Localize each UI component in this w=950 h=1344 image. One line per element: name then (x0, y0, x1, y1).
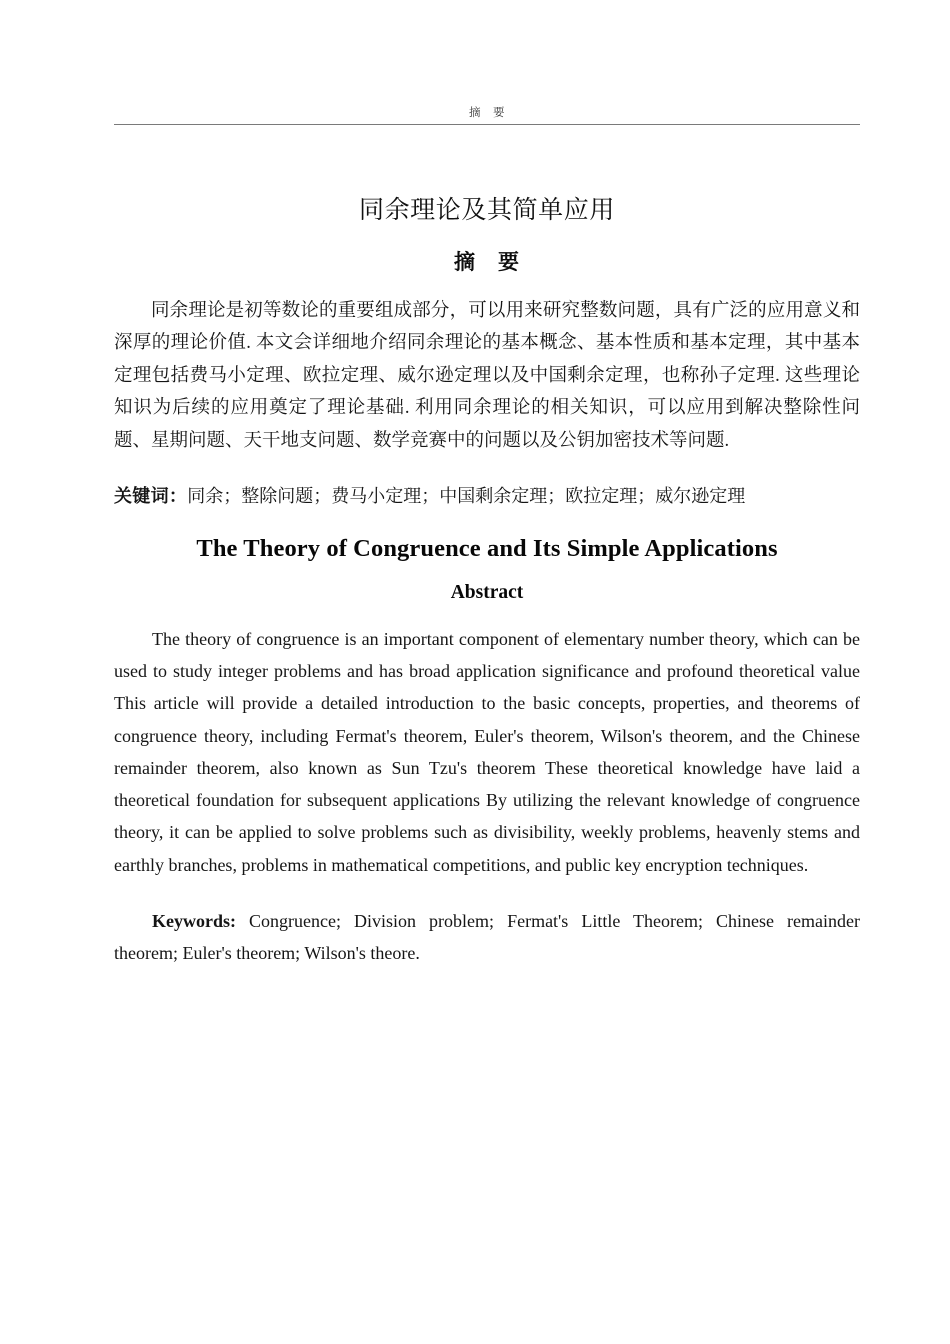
header-divider-rule (114, 124, 860, 125)
chinese-keywords-label: 关键词： (114, 486, 188, 508)
chinese-title: 同余理论及其简单应用 (358, 195, 615, 224)
chinese-abstract-heading: 摘 要 (454, 250, 520, 274)
english-keywords-value: Congruence; Division problem; Fermat's Little Theorem; Chinese remainder theorem; Euler's theorem; Wilson's theore. (114, 910, 860, 964)
chinese-keywords-line (114, 481, 860, 512)
english-keywords-label: Keywords: (152, 910, 236, 931)
running-header (114, 106, 860, 133)
running-header-text: 摘 要 (469, 107, 505, 119)
english-keywords-line (114, 905, 860, 970)
english-abstract-paragraph: The theory of congruence is an important component of elementary number theory, which can be used to study integer problems and has broad application significance and profound theoretical value This article will provide a detailed introduction to the basic concepts, properties, and theorems of congruence theory, including Fermat's theorem, Euler's theorem, Wilson's theorem, and the Chinese remainder theorem, also known as Sun Tzu's theorem These theoretical knowledge have laid a theoretical foundation for subsequent applications By utilizing the relevant knowledge of congruence theory, it can be applied to solve problems such as divisibility, weekly problems, heavenly stems and earthly branches, problems in mathematical competitions, and public key encryption techniques. (114, 628, 860, 875)
chinese-abstract-paragraph: 同余理论是初等数论的重要组成部分，可以用来研究整数问题，具有广泛的应用意义和深厚的理论价值. 本文会详细地介绍同余理论的基本概念、基本性质和基本定理，其中基本定理包括费马小定理、欧拉定理、威尔逊定理以及中国剩余定理，也称孙子定理. 这些理论知识为后续的应用奠定了理论基础. 利用同余理论的相关知识，可以应用到解决整除性问题、星期问题、天干地支问题、数学竞赛中的问题以及公钥加密技术等问题. (114, 301, 860, 451)
english-abstract-heading: Abstract (450, 582, 524, 604)
chinese-keywords-value: 同余；整除问题；费马小定理；中国剩余定理；欧拉定理；威尔逊定理 (187, 486, 746, 507)
document-content (114, 150, 860, 988)
english-title: The Theory of Congruence and Its Simple Applications (196, 535, 778, 563)
